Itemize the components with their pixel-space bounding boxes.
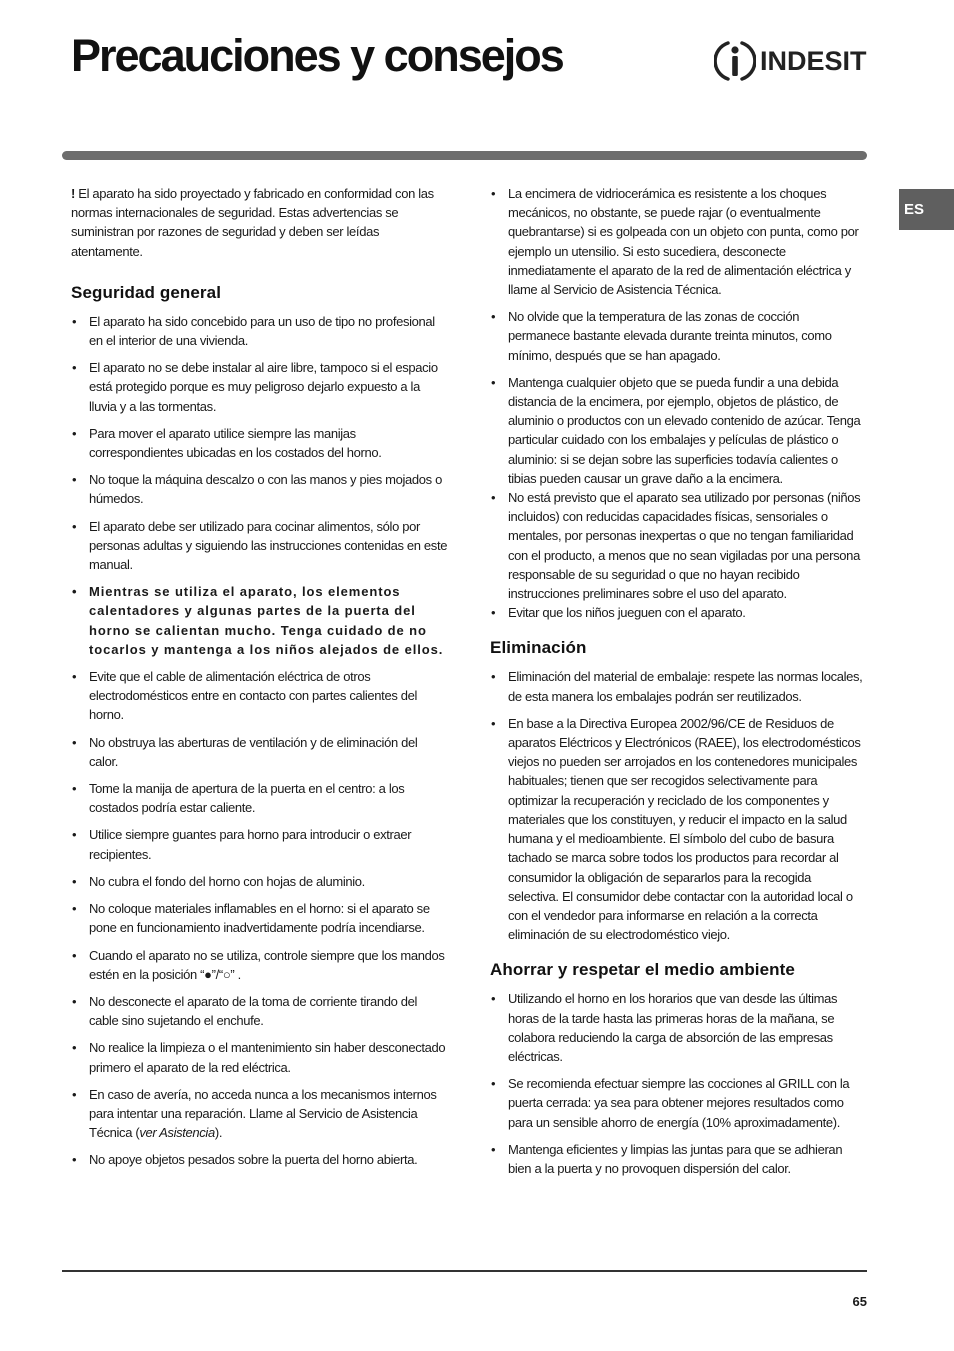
page-title: Precauciones y consejos	[71, 30, 563, 81]
list-item: • Utilizando el horno en los horarios que van desde las últimas horas de la tarde hasta las primeras horas de la mañana, se colabora reduciendo la carga de absorción de las empresas eléctricas.	[490, 989, 864, 1066]
list-item: • No apoye objetos pesados sobre la puerta del horno abierta.	[71, 1150, 449, 1169]
header-divider	[62, 151, 867, 160]
list-item: • No toque la máquina descalzo o con las manos y pies mojados o húmedos.	[71, 470, 449, 508]
ahorrar-list	[490, 989, 864, 1178]
list-item: • No olvide que la temperatura de las zonas de cocción permanece bastante elevada durante treinta minutos, como mínimo, después que se han apagado.	[490, 307, 864, 365]
list-item: • No está previsto que el aparato sea utilizado por personas (niños incluidos) con reducidas capacidades físicas, sensoriales o mentales, por personas inexpertas o que no tengan familiaridad con el producto, a menos que no sean vigiladas por una persona responsable de su seguridad o que no hayan recibido instrucciones preliminares sobre el uso del aparato.	[490, 488, 864, 603]
list-item: • Utilice siempre guantes para horno para introducir o extraer recipientes.	[71, 825, 449, 863]
eliminacion-list	[490, 667, 864, 944]
list-item: • Para mover el aparato utilice siempre las manijas correspondientes ubicadas en los costados del horno.	[71, 424, 449, 462]
precautions-list-continued	[490, 184, 864, 622]
list-item: • No obstruya las aberturas de ventilación y de eliminación del calor.	[71, 733, 449, 771]
list-item: • Eliminación del material de embalaje: respete las normas locales, de esta manera los embalajes podrán ser reutilizados.	[490, 667, 864, 705]
brand-name: INDESIT	[760, 45, 867, 76]
list-item: • Cuando el aparato no se utiliza, controle siempre que los mandos estén en la posición “●”/“○” .	[71, 946, 449, 984]
intro-text: El aparato ha sido proyectado y fabricado en conformidad con las normas internacionales de seguridad. Estas advertencias se suministran por razones de seguridad y deben ser leídas atentamente.	[71, 186, 434, 259]
list-item: • Mantenga cualquier objeto que se pueda fundir a una debida distancia de la encimera, por ejemplo, objetos de plástico, de aluminio o productos con un elevado contenido de azúcar. Tenga particular cuidado con los embalajes y películas de plástico o aluminio: si se dejan sobre las superficies todavía calientes o tibias pueden causar un grave daño a la encimera.	[490, 373, 864, 488]
heading-seguridad-general: Seguridad general	[71, 282, 222, 302]
indesit-logo-icon	[714, 39, 756, 83]
list-item: • La encimera de vidriocerámica es resistente a los choques mecánicos, no obstante, se puede rajar (o eventualmente quebrantarse) si es golpeada con un objeto con punta, como por ejemplo un utensilio. Si esto sucediera, desconecte inmediatamente el aparato de la red de alimentación eléctrica y llame al Servicio de Asistencia Técnica.	[490, 184, 864, 299]
heading-ahorrar: Ahorrar y respetar el medio ambiente	[490, 960, 795, 980]
heading-eliminacion: Eliminación	[490, 638, 587, 658]
list-item: • No realice la limpieza o el mantenimiento sin haber desconectado primero el aparato de la red eléctrica.	[71, 1038, 449, 1076]
list-item: • Evite que el cable de alimentación eléctrica de otros electrodomésticos entre en contacto con partes calientes del horno.	[71, 667, 449, 725]
list-item: • No coloque materiales inflamables en el horno: si el aparato se pone en funcionamiento inadvertidamente podría incendiarse.	[71, 899, 449, 937]
warning-mark: !	[71, 186, 75, 201]
page-number: 65	[852, 1294, 867, 1309]
list-item: • En base a la Directiva Europea 2002/96/CE de Residuos de aparatos Eléctricos y Electrónicos (RAEE), los electrodomésticos viejos no pueden ser arrojados en los contenedores municipales habituales; tienen que ser recogidos selectivamente para optimizar la recuperación y reciclado de los componentes y materiales que los constituyen, y reducir el impacto en la salud humana y el medioambiente. El símbolo del cubo de basura tachado se marca sobre todos los productos para recordar al consumidor la obligación de separarlos para la recogida selectiva. El consumidor debe contactar con la autoridad local o con el vendedor para informarse en relación a la correcta eliminación de su electrodoméstico viejo.	[490, 714, 864, 944]
list-item: • Mantenga eficientes y limpias las juntas para que se adhieran bien a la puerta y no provoquen dispersión del calor.	[490, 1140, 864, 1178]
list-item: • No cubra el fondo del horno con hojas de aluminio.	[71, 872, 449, 891]
list-item: • El aparato debe ser utilizado para cocinar alimentos, sólo por personas adultas y siguiendo las instrucciones contenidas en este manual.	[71, 517, 449, 575]
list-item: • No desconecte el aparato de la toma de corriente tirando del cable sino sujetando el enchufe.	[71, 992, 449, 1030]
list-item-text-end: ).	[214, 1125, 223, 1141]
reference-link-text: ver Asistencia	[139, 1125, 215, 1141]
footer-divider	[62, 1270, 867, 1272]
list-item-text: En caso de avería, no acceda nunca a los mecanismos internos para intentar una reparación. Llame al Servicio de Asistencia Técnica (	[89, 1086, 437, 1141]
left-column	[71, 184, 449, 1170]
seguridad-list	[71, 312, 449, 1170]
list-item: • El aparato no se debe instalar al aire libre, tampoco si el espacio está protegido porque es muy peligroso dejarlo expuesto a la lluvia y a las tormentas.	[71, 358, 449, 416]
intro-paragraph	[71, 184, 449, 261]
list-item-warning: • Mientras se utiliza el aparato, los elementos calentadores y algunas partes de la puerta del horno se calientan mucho. Tenga cuidado de no tocarlos y mantenga a los niños alejados de ellos.	[71, 582, 449, 659]
brand-logo	[714, 38, 874, 84]
list-item: • El aparato ha sido concebido para un uso de tipo no profesional en el interior de una vivienda.	[71, 312, 449, 350]
list-item: • Evitar que los niños jueguen con el aparato.	[490, 603, 864, 622]
list-item	[71, 1085, 449, 1143]
list-item: • Tome la manija de apertura de la puerta en el centro: a los costados podría estar caliente.	[71, 779, 449, 817]
language-tab: ES	[899, 189, 954, 230]
right-column	[490, 184, 864, 1178]
list-item: • Se recomienda efectuar siempre las cocciones al GRILL con la puerta cerrada: ya sea para obtener mejores resultados como para un sensible ahorro de energía (10% aproximadamente).	[490, 1074, 864, 1132]
